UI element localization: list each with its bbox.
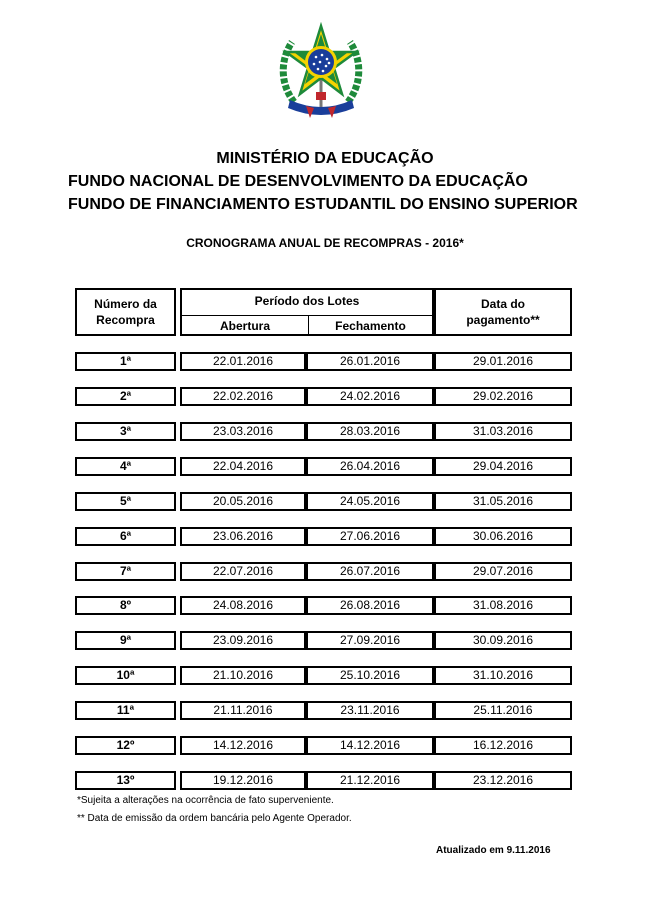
footnote-2: ** Data de emissão da ordem bancária pelo Agente Operador. [77,813,352,824]
row-number: 7ª [75,562,176,581]
row-abertura: 24.08.2016 [180,596,306,615]
row-pagamento: 31.03.2016 [434,422,572,441]
header-abertura-label: Abertura [219,319,270,333]
schedule-subtitle: CRONOGRAMA ANUAL DE RECOMPRAS - 2016* [186,236,464,250]
table-row [75,422,572,441]
fies-title: FUNDO DE FINANCIAMENTO ESTUDANTIL DO ENSINO SUPERIOR [68,196,578,213]
header-pagamento [434,288,572,336]
row-abertura: 20.05.2016 [180,492,306,511]
updated-date: Atualizado em 9.11.2016 [436,845,551,856]
row-abertura: 23.09.2016 [180,631,306,650]
row-number: 6ª [75,527,176,546]
row-pagamento: 31.10.2016 [434,666,572,685]
row-abertura: 22.01.2016 [180,352,306,371]
table-row [75,562,572,581]
table-row [75,492,572,511]
row-abertura: 22.07.2016 [180,562,306,581]
row-pagamento: 31.08.2016 [434,596,572,615]
row-abertura: 23.06.2016 [180,527,306,546]
row-number: 8º [75,596,176,615]
row-fechamento: 24.05.2016 [306,492,434,511]
header-periodo [180,288,434,336]
row-fechamento: 27.09.2016 [306,631,434,650]
row-pagamento: 29.01.2016 [434,352,572,371]
table-row [75,666,572,685]
row-pagamento: 29.07.2016 [434,562,572,581]
row-fechamento: 28.03.2016 [306,422,434,441]
row-abertura: 21.10.2016 [180,666,306,685]
row-number: 12º [75,736,176,755]
footnote-1: *Sujeita a alterações na ocorrência de fato superveniente. [77,795,334,806]
row-fechamento: 27.06.2016 [306,527,434,546]
ministry-title: MINISTÉRIO DA EDUCAÇÃO [216,150,434,167]
row-fechamento: 21.12.2016 [306,771,434,790]
header-pagamento-label: Data do pagamento** [466,297,540,327]
header-numero [75,288,176,336]
table-row [75,736,572,755]
row-abertura: 21.11.2016 [180,701,306,720]
row-abertura: 23.03.2016 [180,422,306,441]
row-number: 4ª [75,457,176,476]
row-fechamento: 26.01.2016 [306,352,434,371]
table-row [75,596,572,615]
table-row [75,527,572,546]
table-row [75,457,572,476]
row-fechamento: 24.02.2016 [306,387,434,406]
row-number: 3ª [75,422,176,441]
row-number: 1ª [75,352,176,371]
coat-of-arms-icon [276,22,366,120]
row-abertura: 22.02.2016 [180,387,306,406]
row-fechamento: 26.08.2016 [306,596,434,615]
row-pagamento: 31.05.2016 [434,492,572,511]
row-abertura: 22.04.2016 [180,457,306,476]
table-row [75,701,572,720]
row-fechamento: 14.12.2016 [306,736,434,755]
row-pagamento: 30.06.2016 [434,527,572,546]
row-abertura: 14.12.2016 [180,736,306,755]
row-number: 2ª [75,387,176,406]
row-pagamento: 30.09.2016 [434,631,572,650]
row-fechamento: 26.04.2016 [306,457,434,476]
row-number: 11ª [75,701,176,720]
row-pagamento: 29.02.2016 [434,387,572,406]
header-divider [182,315,432,316]
row-pagamento: 29.04.2016 [434,457,572,476]
fund-title: FUNDO NACIONAL DE DESENVOLVIMENTO DA EDUCAÇÃO [68,173,528,190]
row-abertura: 19.12.2016 [180,771,306,790]
row-number: 5ª [75,492,176,511]
row-fechamento: 23.11.2016 [306,701,434,720]
header-periodo-label: Período dos Lotes [254,294,360,308]
row-pagamento: 16.12.2016 [434,736,572,755]
row-number: 9ª [75,631,176,650]
row-fechamento: 26.07.2016 [306,562,434,581]
row-pagamento: 23.12.2016 [434,771,572,790]
row-number: 10ª [75,666,176,685]
table-row [75,387,572,406]
table-row [75,631,572,650]
header-fechamento-label: Fechamento [335,319,406,333]
row-number: 13º [75,771,176,790]
header-numero-label: Número da Recompra [94,297,157,327]
table-row [75,771,572,790]
table-row [75,352,572,371]
row-pagamento: 25.11.2016 [434,701,572,720]
row-fechamento: 25.10.2016 [306,666,434,685]
